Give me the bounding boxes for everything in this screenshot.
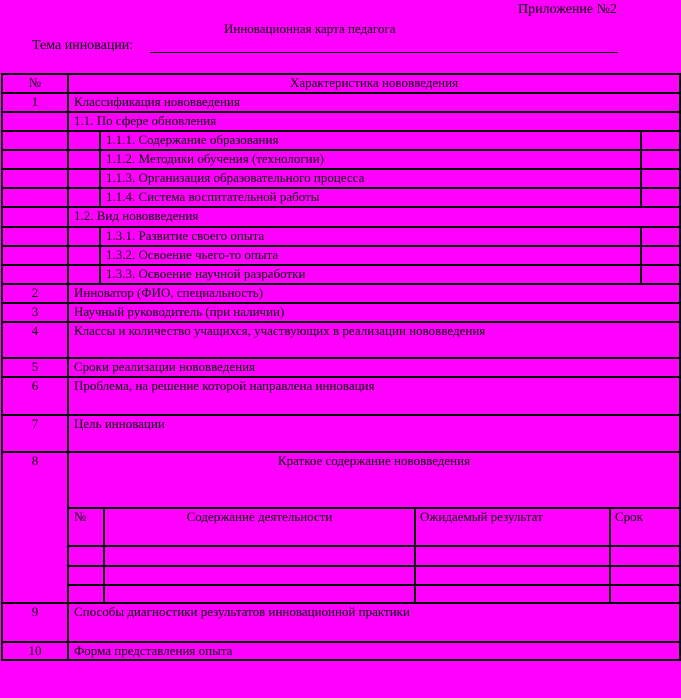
row-num-1: 1 <box>31 94 39 109</box>
row-label-kind: 1.2. Вид нововведения <box>74 208 199 223</box>
topic-input-line[interactable] <box>150 52 618 53</box>
row-label-goal: Цель инновации <box>74 416 165 431</box>
row-num-8: 8 <box>31 453 39 468</box>
row-label-problem: Проблема, на решение которой направлена инновация <box>74 378 375 393</box>
row-label-own-experience: 1.3.1. Развитие своего опыта <box>106 228 265 243</box>
row-label-terms: Сроки реализации нововведения <box>74 359 256 374</box>
subtable-col-term: Срок <box>615 509 643 524</box>
topic-label: Тема инновации: <box>32 38 134 53</box>
subtable-col-content: Содержание деятельности <box>186 509 333 524</box>
row-num-5: 5 <box>31 359 39 374</box>
row-num-4: 4 <box>31 323 39 338</box>
row-num-3: 3 <box>31 304 39 319</box>
appendix-label: Приложение №2 <box>518 2 617 17</box>
row-label-summary: Краткое содержание нововведения <box>277 453 471 468</box>
row-label-methods: 1.1.2. Методики обучения (технологии) <box>106 151 324 166</box>
row-num-2: 2 <box>31 285 39 300</box>
row-label-content: 1.1.1. Содержание образования <box>106 132 279 147</box>
row-label-others-experience: 1.3.2. Освоение чьего-то опыта <box>106 247 279 262</box>
row-label-supervisor: Научный руководитель (при наличии) <box>74 304 285 319</box>
col-header-characteristic: Характеристика нововведения <box>289 75 459 90</box>
row-label-sphere: 1.1. По сфере обновления <box>74 113 217 128</box>
row-num-6: 6 <box>31 378 39 393</box>
row-label-organization: 1.1.3. Организация образовательного процесса <box>106 170 365 185</box>
page-title: Инновационная карта педагога <box>224 21 396 36</box>
row-num-9: 9 <box>31 604 39 619</box>
row-label-classification: Классификация нововведения <box>74 94 240 109</box>
row-num-10: 10 <box>28 643 42 658</box>
row-label-diagnostics: Способы диагностики результатов инновационной практики <box>74 604 410 619</box>
row-label-scientific: 1.3.3. Освоение научной разработки <box>106 266 306 281</box>
row-label-presentation: Форма представления опыта <box>74 643 233 658</box>
subtable-col-num: № <box>74 509 87 524</box>
row-label-upbringing: 1.1.4. Система воспитательной работы <box>106 189 320 204</box>
row-label-classes: Классы и количество учащихся, участвующих в реализации нововведения <box>74 323 486 338</box>
row-label-innovator: Инноватор (ФИО, специальность) <box>74 285 264 300</box>
col-header-num: № <box>28 75 42 90</box>
row-num-7: 7 <box>31 416 39 431</box>
subtable-col-result: Ожидаемый результат <box>420 509 543 524</box>
